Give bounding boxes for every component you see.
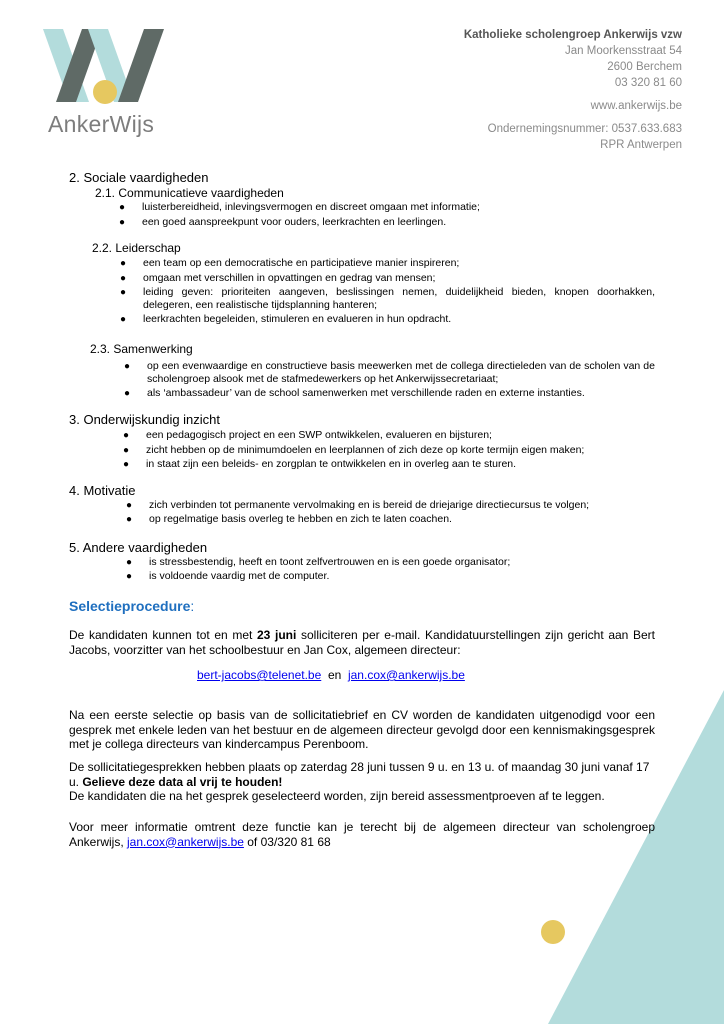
org-name: Katholieke scholengroep Ankerwijs vzw bbox=[463, 29, 682, 41]
rpr: RPR Antwerpen bbox=[600, 139, 682, 151]
list-item: ● omgaan met verschillen in opvattingen en gedrag van mensen; bbox=[120, 272, 436, 284]
website: www.ankerwijs.be bbox=[590, 100, 682, 112]
subsection-heading: 2.1. Communicatieve vaardigheden bbox=[95, 186, 284, 200]
subsection-heading: 2.3. Samenwerking bbox=[90, 342, 193, 356]
list-item: ● zicht hebben op de minimumdoelen en leerplannen of zich deze op korte termijn eigen maken; bbox=[123, 444, 585, 456]
paragraph: De sollicitatiegesprekken hebben plaats op zaterdag 28 juni tussen 9 u. en 13 u. of maandag 30 juni vanaf 17 u. Gelieve deze data al vrij te houden! De kandidaten die na het gesprek geselecteerd worden, zijn bereid assessmentproeven af te leggen. bbox=[69, 760, 650, 803]
section-heading: 3. Onderwijskundig inzicht bbox=[69, 412, 221, 427]
address-line: 2600 Berchem bbox=[607, 61, 682, 73]
email-link[interactable]: jan.cox@ankerwijs.be bbox=[347, 668, 465, 682]
organization-info bbox=[464, 27, 682, 91]
paragraph: Voor meer informatie omtrent deze functie kan je terecht bij de algemeen directeur van scholengroep Ankerwijs, jan.cox@ankerwijs.be of 03/320 81 68 bbox=[69, 820, 655, 849]
email-link[interactable]: jan.cox@ankerwijs.be bbox=[127, 834, 244, 849]
list-item: ● zich verbinden tot permanente vervolmaking en is bereid de driejarige directiecursus te volgen; bbox=[126, 499, 590, 511]
list-item: ● een goed aanspreekpunt voor ouders, leerkrachten en leerlingen. bbox=[119, 216, 447, 228]
list-item: ● in staat zijn een beleids- en zorgplan te ontwikkelen en in overleg aan te sturen. bbox=[123, 458, 517, 470]
phone: 03 320 81 60 bbox=[614, 77, 682, 89]
list-item: ● leerkrachten begeleiden, stimuleren en evalueren in hun opdracht. bbox=[120, 313, 452, 325]
list-item: ● is voldoende vaardig met de computer. bbox=[126, 570, 330, 582]
list-item: ● een team op een democratische en participatieve manier inspireren; bbox=[120, 257, 460, 269]
email-line: bert-jacobs@telenet.be en jan.cox@ankerwijs.be bbox=[197, 668, 465, 682]
address-line: Jan Moorkensstraat 54 bbox=[565, 45, 682, 57]
list-item: ● is stressbestendig, heeft en toont zelfvertrouwen en is een goede organisator; bbox=[126, 556, 511, 568]
list-item: ● op regelmatige basis overleg te hebben en zich te laten coachen. bbox=[126, 513, 452, 525]
company-number: Ondernemingsnummer: 0537.633.683 bbox=[487, 123, 682, 135]
paragraph: De kandidaten kunnen tot en met 23 juni solliciteren per e-mail. Kandidatuurstellingen zijn gericht aan Bert Jacobs, voorzitter van het schoolbestuur en Jan Cox, algemeen directeur: bbox=[69, 628, 656, 657]
logo-wordmark: AnkerWijs bbox=[48, 111, 155, 137]
list-item: ● luisterbereidheid, inlevingsvermogen en discreet omgaan met informatie; bbox=[119, 201, 480, 213]
email-link[interactable]: bert-jacobs@telenet.be bbox=[197, 668, 322, 682]
list-item: ● als ‘ambassadeur’ van de school samenwerken met verschillende raden en externe instanties. bbox=[124, 387, 585, 399]
list-item: ● een pedagogisch project en een SWP ontwikkelen, evalueren en bijsturen; bbox=[123, 429, 492, 441]
subsection-heading: 2.2. Leiderschap bbox=[92, 241, 181, 255]
section-heading: 5. Andere vaardigheden bbox=[69, 540, 208, 555]
decorative-dot bbox=[541, 920, 565, 944]
section-heading: 4. Motivatie bbox=[69, 483, 136, 498]
list-item: ● op een evenwaardige en constructieve basis meewerken met de collega directieleden van de scholen van de scholengroep alsook met de stafmedewerkers op het Ankerwijssecretariaat; bbox=[124, 360, 655, 385]
selection-heading: Selectieprocedure: bbox=[69, 598, 195, 614]
section-heading: 2. Sociale vaardigheden bbox=[69, 170, 209, 185]
list-item: ● leiding geven: prioriteiten aangeven, beslissingen nemen, duidelijkheid bieden, knopen doorhakken, delegeren, een realistische tijdsplanning hanteren; bbox=[120, 286, 655, 311]
paragraph: Na een eerste selectie op basis van de sollicitatiebrief en CV worden de kandidaten uitgenodigd voor een gesprek met enkele leden van het bestuur en de algemeen directeur gevolgd door een kennismakingsgesprek met je collega directeurs van kindercampus Perenboom. bbox=[69, 708, 655, 751]
